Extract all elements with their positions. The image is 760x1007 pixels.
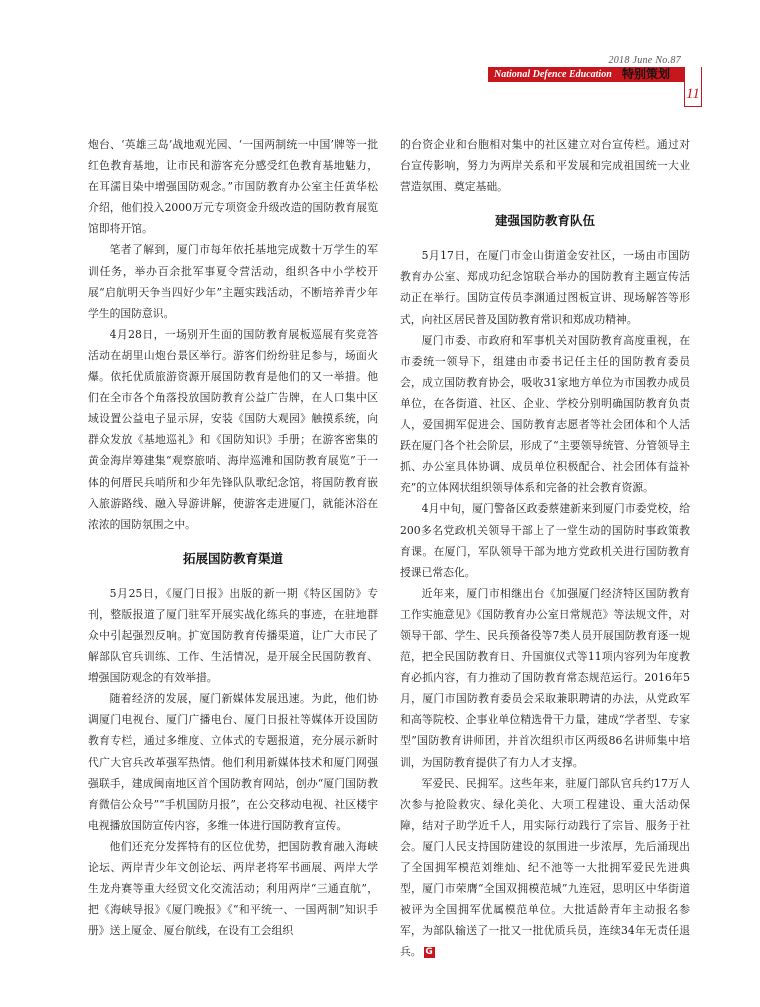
paragraph: 4月中旬，厦门警备区政委蔡建新来到厦门市委党校，给200多名党政机关领导干部上了一堂生动的国防时事政策教育课。在厦门，军队领导干部为地方党政机关进行国防教育授课已常态化。 bbox=[400, 502, 690, 579]
right-column bbox=[400, 134, 690, 962]
paragraph: 炮台、‘英雄三岛’战地观光园、‘一国两制统一中国’牌等一批红色教育基地，让市民和游客充分感受红色教育基地魅力，在耳濡目染中增强国防观念。”市国防教育办公室主任黄华松介绍，他们投入2000万元专项资金升级改造的国防教育展览馆即将开馆。 bbox=[88, 138, 378, 236]
section-heading: 拓展国防教育渠道 bbox=[182, 550, 283, 566]
paragraph-final bbox=[400, 773, 690, 963]
paragraph: 他们还充分发挥特有的区位优势，把国防教育融入海峡论坛、两岸青少年文创论坛、两岸老将军书画展、两岸大学生龙舟赛等重大经贸文化交流活动；利用两岸“三通直航”，把《海峡导报》《厦门晚报》《“和平统一、一国两制”知识手册》送上厦金、厦台航线，在设有工会组织 bbox=[88, 839, 378, 938]
magazine-banner: National Defence Education bbox=[488, 67, 684, 82]
paragraph: 4月28日，一场别开生面的国防教育展板巡展有奖竞答活动在胡里山炮台景区举行。游客们纷纷驻足参与，场面火爆。依托优质旅游资源开展国防教育是他们的又一举措。他们在全市各个角落投放国防教育公益广告牌，在人口集中区域设置公益电子显示屏，安装《国防大观园》触摸系统，向群众发放《基地巡礼》和《国防知识》手册；在游客密集的黄金海岸筹建集“观察旅哨、海岸巡滩和国防教育展览”于一体的何厝民兵哨所和少年先锋队队歌纪念馆，将国防教育嵌入旅游路线、融入导游讲解，使游客走进厦门，就能沐浴在浓浓的国防氛围之中。 bbox=[88, 327, 378, 531]
paragraph: 近年来，厦门市相继出台《加强厦门经济特区国防教育工作实施意见》《国防教育办公室日常规范》等法规文件，对领导干部、学生、民兵预备役等7类人员开展国防教育逐一规范，把全民国防教育日、升国旗仪式等11项内容列为年度教育必抓内容，有力推动了国防教育常态规范运行。2016年5月，厦门市国防教育委员会采取兼职聘请的办法，从党政军和高等院校、企事业单位精选骨干力量，建成“学者型、专家型”国防教育讲师团，并首次组织市区两级86名讲师集中培训，为国防教育提供了有力人才支撑。 bbox=[400, 586, 690, 769]
left-column bbox=[88, 134, 378, 941]
paragraph: 5月25日，《厦门日报》出版的新一期《特区国防》专刊，整版报道了厦门驻军开展实战化练兵的事迹，在驻地群众中引起强烈反响。扩宽国防教育传播渠道，让广大市民了解部队官兵训练、工作、生活情况，是开展全民国防教育、增强国防观念的有效举措。 bbox=[88, 586, 378, 685]
section-title: 特别策划 bbox=[622, 67, 671, 81]
paragraph: 的台资企业和台胞相对集中的社区建立对台宣传栏。通过对台宣传影响，努力为两岸关系和平发展和完成祖国统一大业营造氛围、奠定基础。 bbox=[400, 138, 690, 194]
paragraph: 笔者了解到，厦门市每年依托基地完成数十万学生的军训任务，举办百余批军事夏令营活动，组织各中小学校开展“启航明天争当四好少年”主题实践活动，不断培养青少年学生的国防意识。 bbox=[88, 243, 378, 320]
paragraph: 厦门市委、市政府和军事机关对国防教育高度重视，在市委统一领导下，组建由市委书记任主任的国防教育委员会，成立国防教育协会，吸收31家地方单位为市国教办成员单位，在各街道、社区、企业、学校分别明确国防教育负责人，爱国拥军促进会、国防教育志愿者等社会团体和个人活跃在厦门各个社会阶层，形成了“主要领导统管、分管领导主抓、办公室具体协调、成员单位积极配合、社会团体有益补充”的立体网状组织领导体系和完备的社会教育资源。 bbox=[400, 333, 690, 495]
paragraph-text: 军爱民、民拥军。这些年来，驻厦门部队官兵约17万人次参与抢险救灾、绿化美化、大项工程建设、重大活动保障，结对子助学近千人，用实际行动践行了宗旨、服务于社会。厦门人民支持国防建设的氛围进一步浓厚，先后涌现出了全国拥军模范刘维灿、纪不池等一大批拥军爱民先进典型，厦门市荣膺“全国双拥模范城”九连冠，思明区中华街道被评为全国拥军优属模范单位。大批适龄青年主动报名参军，为部队输送了一批又一批优质兵员，连续34年无责任退兵。 bbox=[400, 776, 690, 959]
end-mark-icon: G bbox=[425, 946, 433, 957]
page-number: 11 bbox=[686, 86, 700, 102]
paragraph: 5月17日，在厦门市金山街道金安社区，一场由市国防教育办公室、郑成功纪念馆联合举办的国防教育主题宣传活动正在举行。国防宣传员李渊通过图板宣讲、现场解答等形式，向社区居民普及国防教育常识和郑成功精神。 bbox=[400, 249, 690, 326]
paragraph: 随着经济的发展，厦门新媒体发展迅速。为此，他们协调厦门电视台、厦门广播电台、厦门日报社等媒体开设国防教育专栏，通过多维度、立体式的专题报道，充分展示新时代广大官兵改革强军热情。他们利用新媒体技术和厦门网强强联手，建成闽南地区首个国防教育网站，创办“厦门国防教育微信公众号”“手机国防月报”，在公交移动电视、社区楼宇电视播放国防宣传内容，多维一体进行国防教育宣传。 bbox=[88, 692, 378, 832]
issue-label: 2018 June No.87 bbox=[608, 55, 681, 66]
section-heading: 建强国防教育队伍 bbox=[494, 213, 595, 229]
